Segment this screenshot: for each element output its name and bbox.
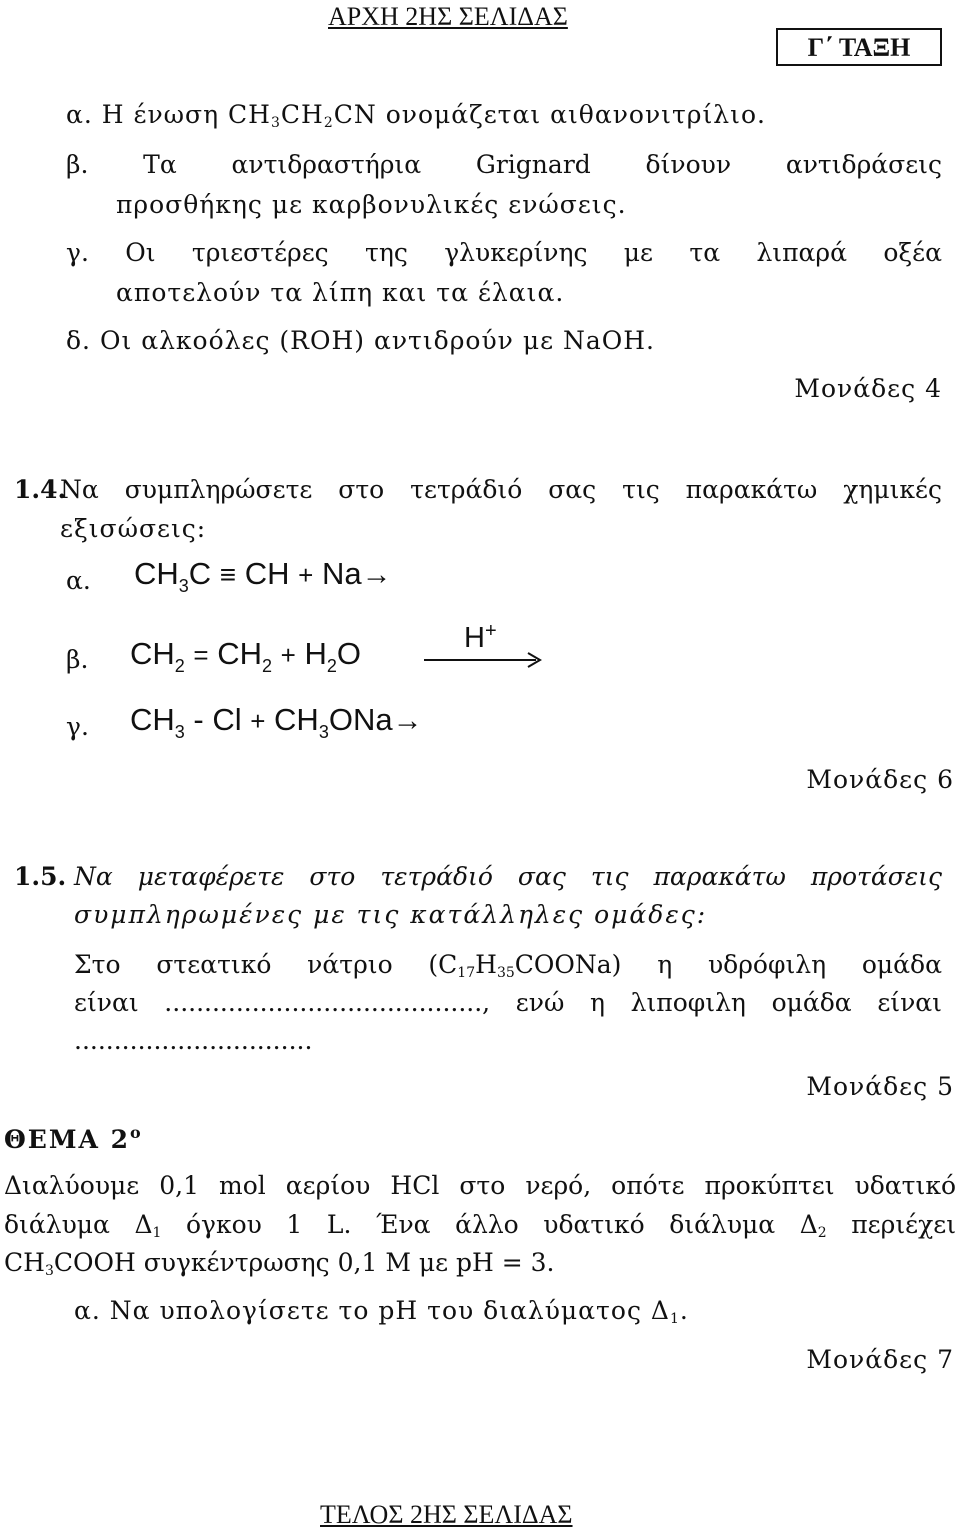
theme-2-paragraph-line1: Διαλύουμε 0,1 mol αερίου HCl στο νερό, οπότε προκύπτει υδατικό bbox=[4, 1171, 956, 1200]
sentence-line1: Στο στεατικό νάτριο $(C_{17}H_{35}COONa)$ η υδρόφιλη ομάδα bbox=[74, 950, 942, 981]
statement-c-line1: γ. Οι τριεστέρες της γλυκερίνης με τα λιπαρά οξέα bbox=[66, 238, 942, 267]
theme-2-question-a: α. Να υπολογίσετε το pH του διαλύματος $\Delta_1$. bbox=[74, 1296, 689, 1327]
class-box: Γ΄ ΤΑΞΗ bbox=[776, 28, 942, 66]
statement-b-line1: β. Τα αντιδραστήρια Grignard δίνουν αντιδράσεις bbox=[66, 150, 942, 179]
question-1-5-number: 1.5. bbox=[14, 862, 67, 891]
equation-b-label: β. bbox=[66, 645, 89, 674]
statement-a: α. Η ένωση $CH_3CH_2CN$ ονομάζεται αιθανονιτρίλιο. bbox=[66, 100, 766, 131]
theme-2-paragraph-line3: $CH_3COOH$ συγκέντρωσης 0,1 M με pH = 3. bbox=[4, 1248, 555, 1279]
equation-b-catalyst: H+ bbox=[464, 620, 497, 654]
question-1-5-text-line2: συμπληρωμένες με τις κατάλληλες ομάδες: bbox=[74, 900, 708, 929]
equation-b: $CH_2 = CH_2 + H_2O$ bbox=[130, 636, 361, 676]
units-5: Μονάδες 5 bbox=[806, 1072, 954, 1101]
question-1-5-text-line1: Να μεταφέρετε στο τετράδιό σας τις παρακάτω προτάσεις bbox=[74, 862, 942, 891]
units-6: Μονάδες 6 bbox=[806, 765, 954, 794]
equation-a-label: α. bbox=[66, 566, 91, 595]
theme-2-title: ΘΕΜΑ $2^o$ bbox=[4, 1123, 143, 1154]
equation-b-arrow bbox=[424, 648, 544, 672]
equation-c-label: γ. bbox=[66, 712, 89, 741]
statement-d: δ. Οι αλκοόλες (ROH) αντιδρούν με NaOH. bbox=[66, 326, 655, 355]
page-footer: ΤΕΛΟΣ 2ΗΣ ΣΕΛΙΔΑΣ bbox=[320, 1500, 573, 1529]
equation-a: $CH_3C$ ≡ CH + Na→ bbox=[134, 556, 392, 596]
page-header: ΑΡΧΗ 2ΗΣ ΣΕΛΙΔΑΣ bbox=[328, 2, 568, 31]
equation-c: $CH_3 - Cl + CH_3ONa\to$ bbox=[130, 702, 423, 742]
theme-2-paragraph-line2: διάλυμα $\Delta_1$ όγκου 1 L. Ένα άλλο υδατικό διάλυμα $\Delta_2$ περιέχει bbox=[4, 1210, 956, 1241]
units-7: Μονάδες 7 bbox=[806, 1345, 954, 1374]
statement-b-line2: προσθήκης με καρβονυλικές ενώσεις. bbox=[116, 190, 627, 219]
units-4: Μονάδες 4 bbox=[794, 374, 942, 403]
sentence-line2: είναι ........................................, ενώ η λιποφιλη ομάδα είναι bbox=[74, 988, 942, 1017]
statement-c-line2: αποτελούν τα λίπη και τα έλαια. bbox=[116, 278, 565, 307]
question-1-4-text-line1: Να συμπληρώσετε στο τετράδιό σας τις παρακάτω χημικές bbox=[60, 475, 942, 504]
question-1-4-number: 1.4. bbox=[14, 475, 67, 504]
sentence-line3: .............................. bbox=[74, 1026, 313, 1055]
question-1-4-text-line2: εξισώσεις: bbox=[60, 514, 207, 543]
